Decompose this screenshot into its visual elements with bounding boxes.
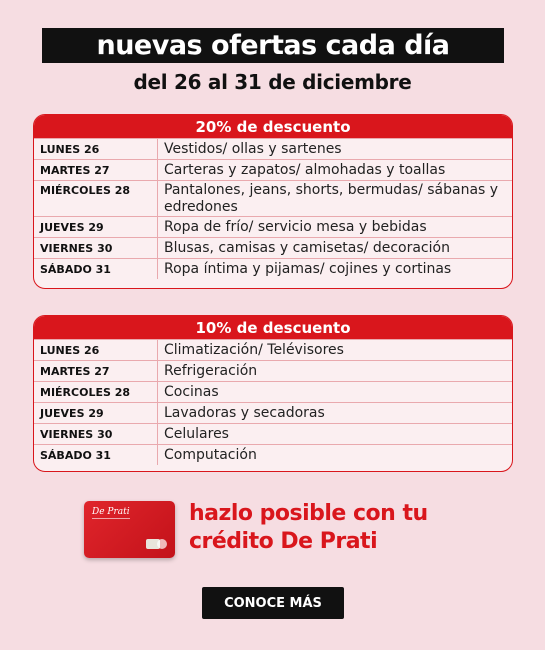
table-row (34, 423, 512, 444)
items-cell: Refrigeración (164, 362, 258, 379)
promo-tagline-line2: crédito De Prati (189, 529, 378, 554)
items-cell: Pantalones, jeans, shorts, bermudas/ sábanas y edredones (164, 181, 499, 215)
day-cell: SÁBADO 31 (34, 259, 158, 279)
table-row (34, 339, 512, 360)
headline-title: nuevas ofertas cada día (96, 30, 450, 61)
table-row (34, 159, 512, 180)
items-cell: Lavadoras y secadoras (164, 404, 325, 421)
discount-10-heading: 10% de descuento (34, 316, 512, 339)
day-cell: JUEVES 29 (34, 403, 158, 423)
day-cell: MIÉRCOLES 28 (34, 382, 158, 402)
day-cell: LUNES 26 (34, 139, 158, 159)
day-cell: SÁBADO 31 (34, 445, 158, 465)
discount-20-table (33, 114, 513, 289)
items-cell: Climatización/ Telévisores (164, 341, 344, 358)
items-cell: Ropa íntima y pijamas/ cojines y cortinas (164, 260, 452, 277)
table-row (34, 216, 512, 237)
card-brand-logo: De Prati (92, 507, 130, 517)
promo-tagline (189, 500, 489, 556)
promo-tagline-line1: hazlo posible con tu (189, 501, 428, 526)
items-cell: Ropa de frío/ servicio mesa y bebidas (164, 218, 427, 235)
items-cell: Blusas, camisas y camisetas/ decoración (164, 239, 450, 256)
card-network-icon (157, 539, 167, 549)
day-cell: MARTES 27 (34, 160, 158, 180)
conoce-mas-label: CONOCE MÁS (224, 595, 322, 611)
day-cell: MIÉRCOLES 28 (34, 181, 158, 216)
discount-10-table (33, 315, 513, 472)
table-row (34, 258, 512, 279)
date-range: del 26 al 31 de diciembre (133, 70, 412, 94)
conoce-mas-button[interactable] (202, 587, 344, 619)
items-cell: Cocinas (164, 383, 219, 400)
day-cell: LUNES 26 (34, 340, 158, 360)
table-row (34, 444, 512, 465)
table-row (34, 237, 512, 258)
table-row (34, 381, 512, 402)
table-row (34, 360, 512, 381)
items-cell: Celulares (164, 425, 229, 442)
discount-20-heading: 20% de descuento (34, 115, 512, 138)
items-cell: Carteras y zapatos/ almohadas y toallas (164, 161, 446, 178)
table-row (34, 180, 512, 216)
day-cell: JUEVES 29 (34, 217, 158, 237)
headline-banner (42, 28, 504, 63)
day-cell: MARTES 27 (34, 361, 158, 381)
day-cell: VIERNES 30 (34, 238, 158, 258)
items-cell: Vestidos/ ollas y sartenes (164, 140, 342, 157)
day-cell: VIERNES 30 (34, 424, 158, 444)
table-row (34, 138, 512, 159)
credit-card-image (84, 501, 175, 558)
table-row (34, 402, 512, 423)
items-cell: Computación (164, 446, 257, 463)
